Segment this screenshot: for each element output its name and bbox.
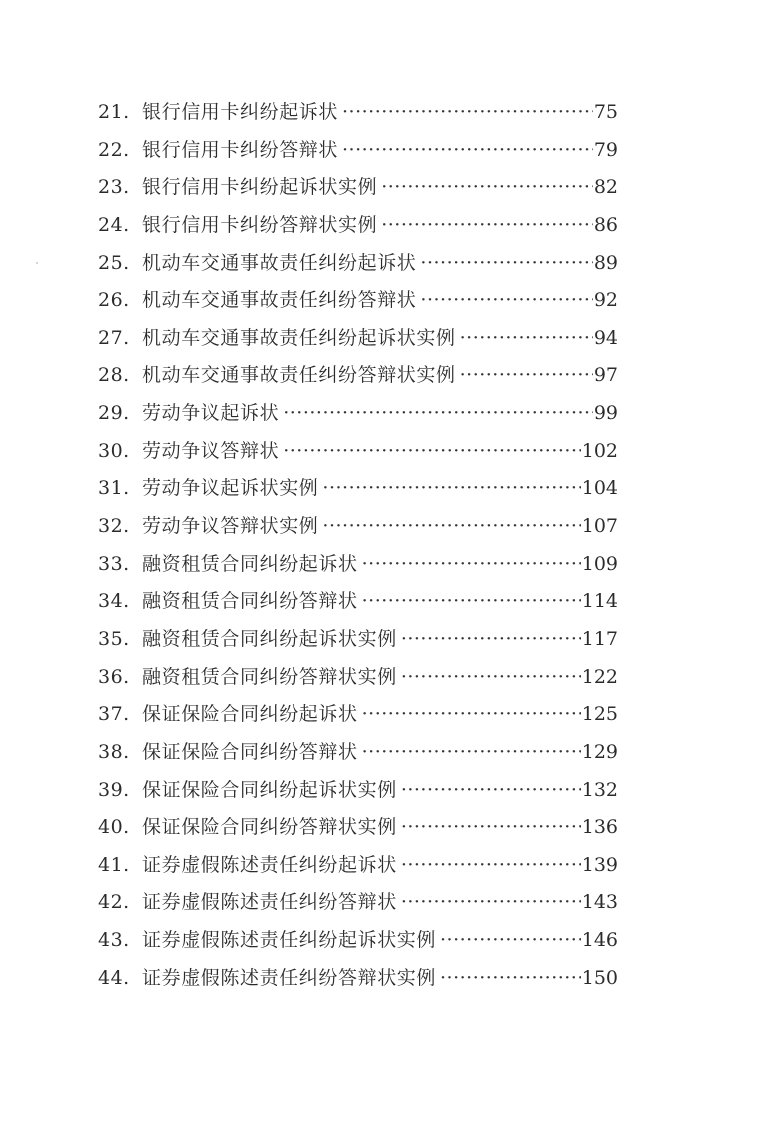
toc-leader-dots	[381, 169, 593, 207]
toc-entry-page-number: 75	[593, 101, 618, 123]
toc-entry-page-number: 143	[581, 891, 618, 914]
toc-entry-44[interactable]	[98, 960, 618, 998]
toc-entry-title: 劳动争议答辩状实例	[142, 515, 319, 538]
toc-entry-31[interactable]	[98, 470, 618, 508]
toc-entry-24[interactable]	[98, 207, 618, 245]
toc-entry-page-number: 146	[581, 929, 618, 952]
toc-leader-dots	[381, 207, 593, 245]
toc-entry-title: 机动车交通事故责任纠纷起诉状实例	[142, 326, 456, 349]
table-of-contents	[98, 94, 618, 997]
toc-leader-dots	[440, 960, 581, 998]
toc-entry-number: 41.	[98, 853, 130, 876]
toc-entry-title: 劳动争议起诉状实例	[142, 477, 319, 500]
toc-entry-36[interactable]	[98, 659, 618, 697]
toc-entry-page-number: 122	[581, 665, 618, 688]
toc-entry-number: 22.	[98, 138, 130, 161]
toc-leader-dots	[420, 245, 592, 283]
toc-entry-page-number: 132	[581, 778, 618, 801]
toc-entry-number: 36.	[98, 665, 130, 688]
toc-entry-title: 银行信用卡纠纷起诉状	[142, 101, 339, 123]
toc-leader-dots	[362, 734, 581, 772]
toc-leader-dots	[401, 659, 581, 697]
toc-entry-34[interactable]	[98, 583, 618, 621]
toc-entry-28[interactable]	[98, 357, 618, 395]
toc-entry-33[interactable]	[98, 546, 618, 584]
toc-entry-40[interactable]	[98, 809, 618, 847]
toc-entry-number: 37.	[98, 703, 130, 726]
toc-entry-title: 银行信用卡纠纷答辩状实例	[142, 213, 378, 236]
toc-entry-39[interactable]	[98, 772, 618, 810]
toc-entry-page-number: 117	[581, 627, 618, 650]
toc-entry-number: 42.	[98, 891, 130, 914]
toc-entry-page-number: 94	[593, 326, 618, 349]
toc-entry-title: 保证保险合同纠纷答辩状	[142, 740, 358, 763]
toc-entry-title: 证券虚假陈述责任纠纷起诉状实例	[142, 929, 437, 952]
toc-leader-dots	[401, 772, 581, 810]
toc-entry-title: 融资租赁合同纠纷起诉状	[142, 552, 358, 575]
toc-entry-title: 融资租赁合同纠纷起诉状实例	[142, 627, 397, 650]
toc-leader-dots	[322, 470, 580, 508]
toc-leader-dots	[342, 132, 593, 170]
toc-leader-dots	[401, 621, 581, 659]
toc-entry-title: 证券虚假陈述责任纠纷答辩状实例	[142, 966, 437, 989]
toc-entry-number: 43.	[98, 929, 130, 952]
toc-entry-title: 保证保险合同纠纷起诉状实例	[142, 778, 397, 801]
toc-entry-title: 机动车交通事故责任纠纷起诉状	[142, 251, 417, 274]
toc-entry-29[interactable]	[98, 395, 618, 433]
toc-entry-30[interactable]	[98, 433, 618, 471]
toc-entry-page-number: 97	[593, 364, 618, 387]
toc-entry-number: 23.	[98, 176, 130, 199]
toc-entry-page-number: 125	[581, 703, 618, 726]
toc-entry-page-number: 109	[581, 552, 618, 575]
toc-entry-number: 33.	[98, 552, 130, 575]
toc-entry-42[interactable]	[98, 884, 618, 922]
toc-entry-page-number: 92	[593, 289, 618, 312]
toc-entry-number: 29.	[98, 402, 130, 425]
toc-entry-title: 融资租赁合同纠纷答辩状	[142, 590, 358, 613]
toc-entry-page-number: 79	[593, 138, 618, 161]
toc-entry-title: 机动车交通事故责任纠纷答辩状实例	[142, 364, 456, 387]
toc-entry-number: 30.	[98, 439, 130, 462]
toc-entry-26[interactable]	[98, 282, 618, 320]
toc-entry-page-number: 99	[593, 402, 618, 425]
toc-entry-22[interactable]	[98, 132, 618, 170]
toc-leader-dots	[362, 696, 581, 734]
toc-entry-43[interactable]	[98, 922, 618, 960]
toc-entry-27[interactable]	[98, 320, 618, 358]
toc-entry-title: 融资租赁合同纠纷答辩状实例	[142, 665, 397, 688]
toc-entry-25[interactable]	[98, 245, 618, 283]
toc-leader-dots	[401, 847, 581, 885]
toc-entry-page-number: 89	[593, 251, 618, 274]
toc-leader-dots	[460, 320, 593, 358]
toc-entry-page-number: 114	[581, 590, 618, 613]
toc-entry-title: 保证保险合同纠纷答辩状实例	[142, 816, 397, 839]
toc-entry-number: 27.	[98, 326, 130, 349]
toc-entry-title: 银行信用卡纠纷起诉状实例	[142, 176, 378, 199]
toc-entry-title: 证券虚假陈述责任纠纷答辩状	[142, 891, 397, 914]
toc-entry-page-number: 82	[593, 176, 618, 199]
toc-entry-title: 机动车交通事故责任纠纷答辩状	[142, 289, 417, 312]
toc-leader-dots	[283, 433, 581, 471]
toc-entry-number: 32.	[98, 515, 130, 538]
toc-leader-dots	[401, 809, 581, 847]
toc-entry-page-number: 139	[581, 853, 618, 876]
toc-leader-dots	[362, 583, 581, 621]
toc-leader-dots	[342, 94, 593, 132]
toc-entry-number: 40.	[98, 816, 130, 839]
toc-entry-page-number: 107	[581, 515, 618, 538]
toc-entry-number: 39.	[98, 778, 130, 801]
toc-entry-title: 保证保险合同纠纷起诉状	[142, 703, 358, 726]
toc-entry-page-number: 129	[581, 740, 618, 763]
toc-entry-title: 证券虚假陈述责任纠纷起诉状	[142, 853, 397, 876]
toc-entry-38[interactable]	[98, 734, 618, 772]
scan-speck	[36, 262, 38, 264]
toc-entry-page-number: 136	[581, 816, 618, 839]
toc-entry-41[interactable]	[98, 847, 618, 885]
toc-entry-number: 44.	[98, 966, 130, 989]
toc-leader-dots	[362, 546, 581, 584]
toc-entry-title: 劳动争议起诉状	[142, 402, 280, 425]
toc-leader-dots	[283, 395, 593, 433]
toc-entry-page-number: 150	[581, 966, 618, 989]
toc-entry-title: 银行信用卡纠纷答辩状	[142, 138, 339, 161]
toc-entry-page-number: 102	[581, 439, 618, 462]
toc-leader-dots	[420, 282, 592, 320]
toc-entry-page-number: 104	[581, 477, 618, 500]
toc-entry-number: 24.	[98, 213, 130, 236]
toc-entry-number: 35.	[98, 627, 130, 650]
toc-entry-37[interactable]	[98, 696, 618, 734]
toc-entry-number: 26.	[98, 289, 130, 312]
toc-entry-number: 38.	[98, 740, 130, 763]
toc-entry-23[interactable]	[98, 169, 618, 207]
toc-entry-number: 25.	[98, 251, 130, 274]
toc-entry-page-number: 86	[593, 213, 618, 236]
toc-entry-35[interactable]	[98, 621, 618, 659]
toc-leader-dots	[460, 357, 593, 395]
toc-entry-number: 34.	[98, 590, 130, 613]
toc-entry-number: 21.	[98, 101, 130, 123]
toc-entry-number: 28.	[98, 364, 130, 387]
toc-entry-number: 31.	[98, 477, 130, 500]
toc-entry-21[interactable]	[98, 94, 618, 132]
toc-leader-dots	[401, 884, 581, 922]
toc-entry-32[interactable]	[98, 508, 618, 546]
toc-leader-dots	[440, 922, 581, 960]
toc-entry-title: 劳动争议答辩状	[142, 439, 280, 462]
toc-leader-dots	[322, 508, 580, 546]
